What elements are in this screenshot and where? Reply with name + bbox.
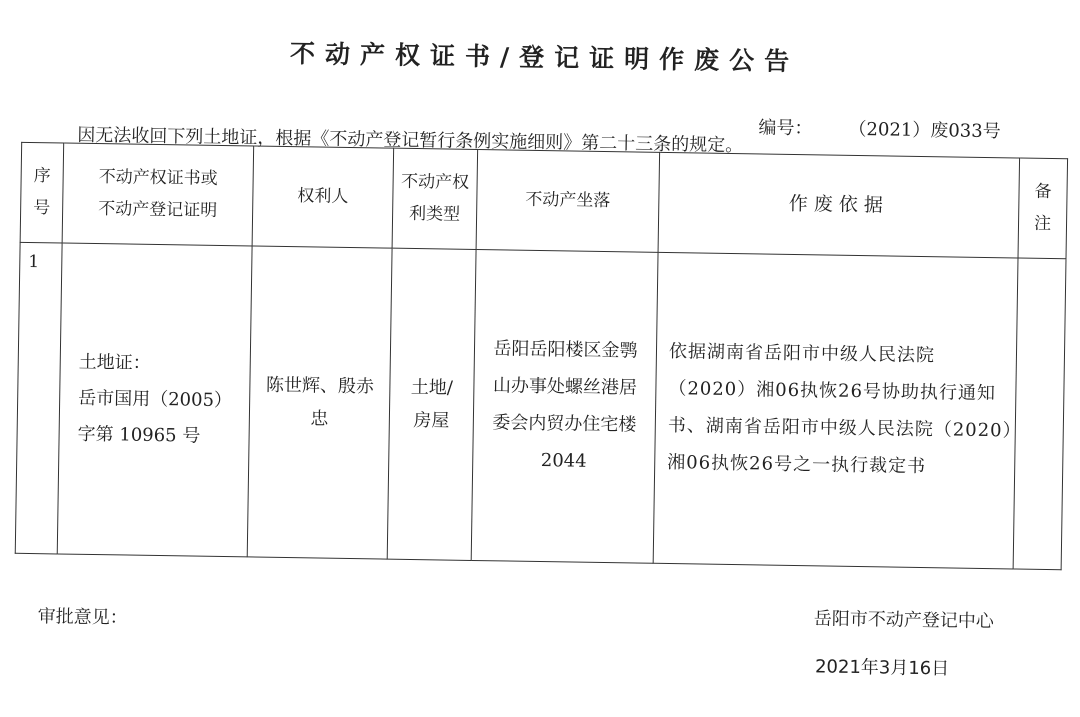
cell-owner: 陈世辉、殷赤 忠 bbox=[247, 246, 392, 559]
header-location: 不动产坐落 bbox=[476, 149, 660, 252]
document-number-label: 编号： bbox=[758, 117, 813, 140]
document-number bbox=[758, 113, 1001, 143]
cell-remark bbox=[1013, 258, 1066, 570]
header-seq: 序 号 bbox=[20, 142, 64, 243]
header-basis: 作废依据 bbox=[658, 152, 1020, 258]
cell-basis: 依据湖南省岳阳市中级人民法院 （2020）湘06执恢26号协助执行通知 书、湖南省岳阳市中级人民法院（2020） 湘06执恢26号之一执行裁定书 bbox=[653, 252, 1018, 569]
header-certificate: 不动产权证书或 不动产登记证明 bbox=[62, 143, 254, 246]
page-title: 不动产权证书/登记证明作废公告 bbox=[289, 39, 800, 77]
cell-certificate: 土地证： 岳市国用（2005） 字第 10965 号 bbox=[57, 243, 252, 557]
intro-text: 因无法收回下列土地证，根据《不动产登记暂行条例实施细则》第二十三条的规定。 bbox=[77, 124, 744, 157]
cell-location: 岳阳岳阳楼区金鹗 山办事处螺丝港居 委会内贸办住宅楼 2044 bbox=[471, 249, 658, 563]
document-number-value: （2021）废033号 bbox=[848, 118, 1001, 143]
cell-seq: 1 bbox=[15, 242, 62, 554]
table-row bbox=[15, 242, 1066, 569]
issuer-name: 岳阳市不动产登记中心 bbox=[813, 608, 994, 633]
header-owner: 权利人 bbox=[252, 146, 394, 248]
table-header-row bbox=[20, 142, 1067, 258]
approval-label: 审批意见： bbox=[37, 606, 128, 629]
header-remark: 备 注 bbox=[1018, 158, 1068, 259]
void-certificate-table bbox=[15, 142, 1068, 570]
header-right-type: 不动产权 利类型 bbox=[392, 148, 478, 249]
cell-right-type: 土地/ 房屋 bbox=[387, 248, 476, 560]
issue-date: 2021年3月16日 bbox=[814, 656, 950, 680]
